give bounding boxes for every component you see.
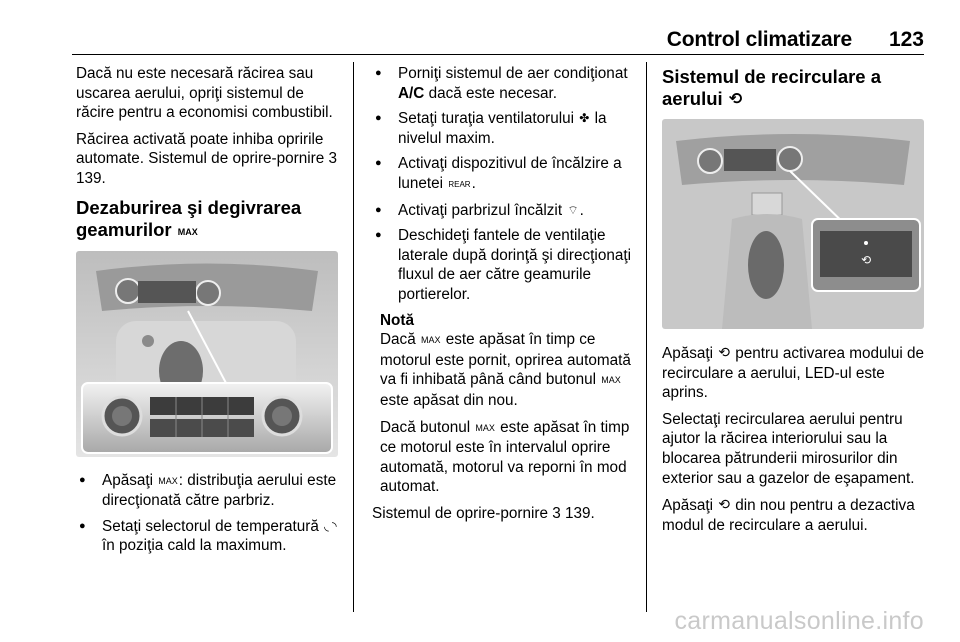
page-header xyxy=(0,0,960,60)
list-item: ● Deschideţi fantele de ventilaţie laterale după dorinţă şi direcţionaţi fluxul de aer către geamurile portierelor. xyxy=(372,226,636,304)
section-heading xyxy=(76,197,344,243)
paragraph-text: Răcirea activată poate inhiba opririle automate. Sistemul de oprire-pornire xyxy=(76,130,329,168)
recirculation-panel-photo xyxy=(662,119,924,329)
paragraph: Dacă nu este necesară răcirea sau uscarea aerului, opriţi sistemul de răcire pentru a economisi combustibil. xyxy=(76,65,333,122)
recirculation-icon: ⟲ xyxy=(728,91,743,108)
column-divider xyxy=(646,62,647,612)
header-rule xyxy=(72,54,924,55)
heated-windscreen-icon: ⌔ xyxy=(567,202,579,217)
bullet-list xyxy=(76,471,344,556)
max-defrost-icon: MAX xyxy=(420,335,441,346)
section-heading: Sistemul de recirculare a aerului ⟲ xyxy=(662,66,882,109)
recirculation-icon: ⟲ xyxy=(718,496,731,513)
list-item: ● Setaţi turaţia ventilatorului ✤ la nivelul maxim. xyxy=(372,109,636,148)
recirculation-icon: ⟲ xyxy=(718,344,731,360)
page-number: 123 xyxy=(888,28,924,51)
column-1 xyxy=(76,64,344,562)
heading-text: Dezaburirea şi degivrarea xyxy=(76,196,302,218)
paragraph xyxy=(76,130,344,189)
column-3 xyxy=(662,64,926,542)
paragraph: Sistemul de oprire-pornire 3 139. xyxy=(372,504,595,522)
fan-icon: ✤ xyxy=(579,111,590,126)
max-defrost-icon: MAX xyxy=(177,226,198,237)
paragraph: Apăsaţi ⟲ din nou pentru a dezactiva modul de recirculare a aerului. xyxy=(662,496,915,534)
list-item: ● Porniţi sistemul de aer condiţionat A/C dacă este necesar. xyxy=(372,64,636,103)
paragraph: Apăsaţi ⟲ pentru activarea modului de recirculare a aerului, LED-ul este aprins. xyxy=(662,344,925,402)
max-defrost-icon: MAX xyxy=(158,475,178,486)
svg-text:⟲: ⟲ xyxy=(860,253,872,267)
note-paragraph: Dacă butonul MAX este apăsat în timp ce motorul este în intervalul oprire automată, motorul va reporni în mod automat. xyxy=(380,418,630,496)
page-reference-link[interactable]: 3 139. xyxy=(76,150,338,187)
list-item: ● Activaţi parbrizul încălzit ⌔. xyxy=(372,201,636,221)
column-2 xyxy=(372,64,636,530)
page-title: Control climatizare xyxy=(666,28,852,51)
list-item: ● Activaţi dispozitivul de încălzire a lunetei REAR. xyxy=(372,154,636,194)
page-reference-link[interactable]: 3 139. xyxy=(552,504,595,522)
list-item: ● Setaţi selectorul de temperatură ◟ ◝ în poziţia cald la maximum. xyxy=(76,517,344,556)
ac-label: A/C xyxy=(398,84,425,102)
temperature-icon: ◟ ◝ xyxy=(324,518,337,533)
paragraph: Selectaţi recircularea aerului pentru ajutor la răcirea interiorului sau la blocarea pătrunderii mirosurilor din exterior sau a gazelor de eşapament. xyxy=(662,410,915,487)
rear-window-heater-icon: REAR xyxy=(448,179,471,189)
note-title: Notă xyxy=(380,311,414,329)
note-box xyxy=(380,311,636,497)
column-divider xyxy=(353,62,354,612)
bullet-list xyxy=(372,64,636,305)
climate-panel-photo xyxy=(76,251,338,457)
max-defrost-icon: MAX xyxy=(601,375,621,386)
list-item: ● Apăsaţi MAX: distribuţia aerului este direcţionată către parbriz. xyxy=(76,471,344,511)
watermark: carmanualsonline.info xyxy=(674,607,924,635)
note-paragraph: Dacă MAX este apăsat în timp ce motorul este pornit, oprirea automată va fi inhibată până când butonul MAX este apăsat din nou. xyxy=(380,331,631,409)
max-defrost-icon: MAX xyxy=(475,422,495,433)
heading-text: geamurilor xyxy=(76,218,172,240)
